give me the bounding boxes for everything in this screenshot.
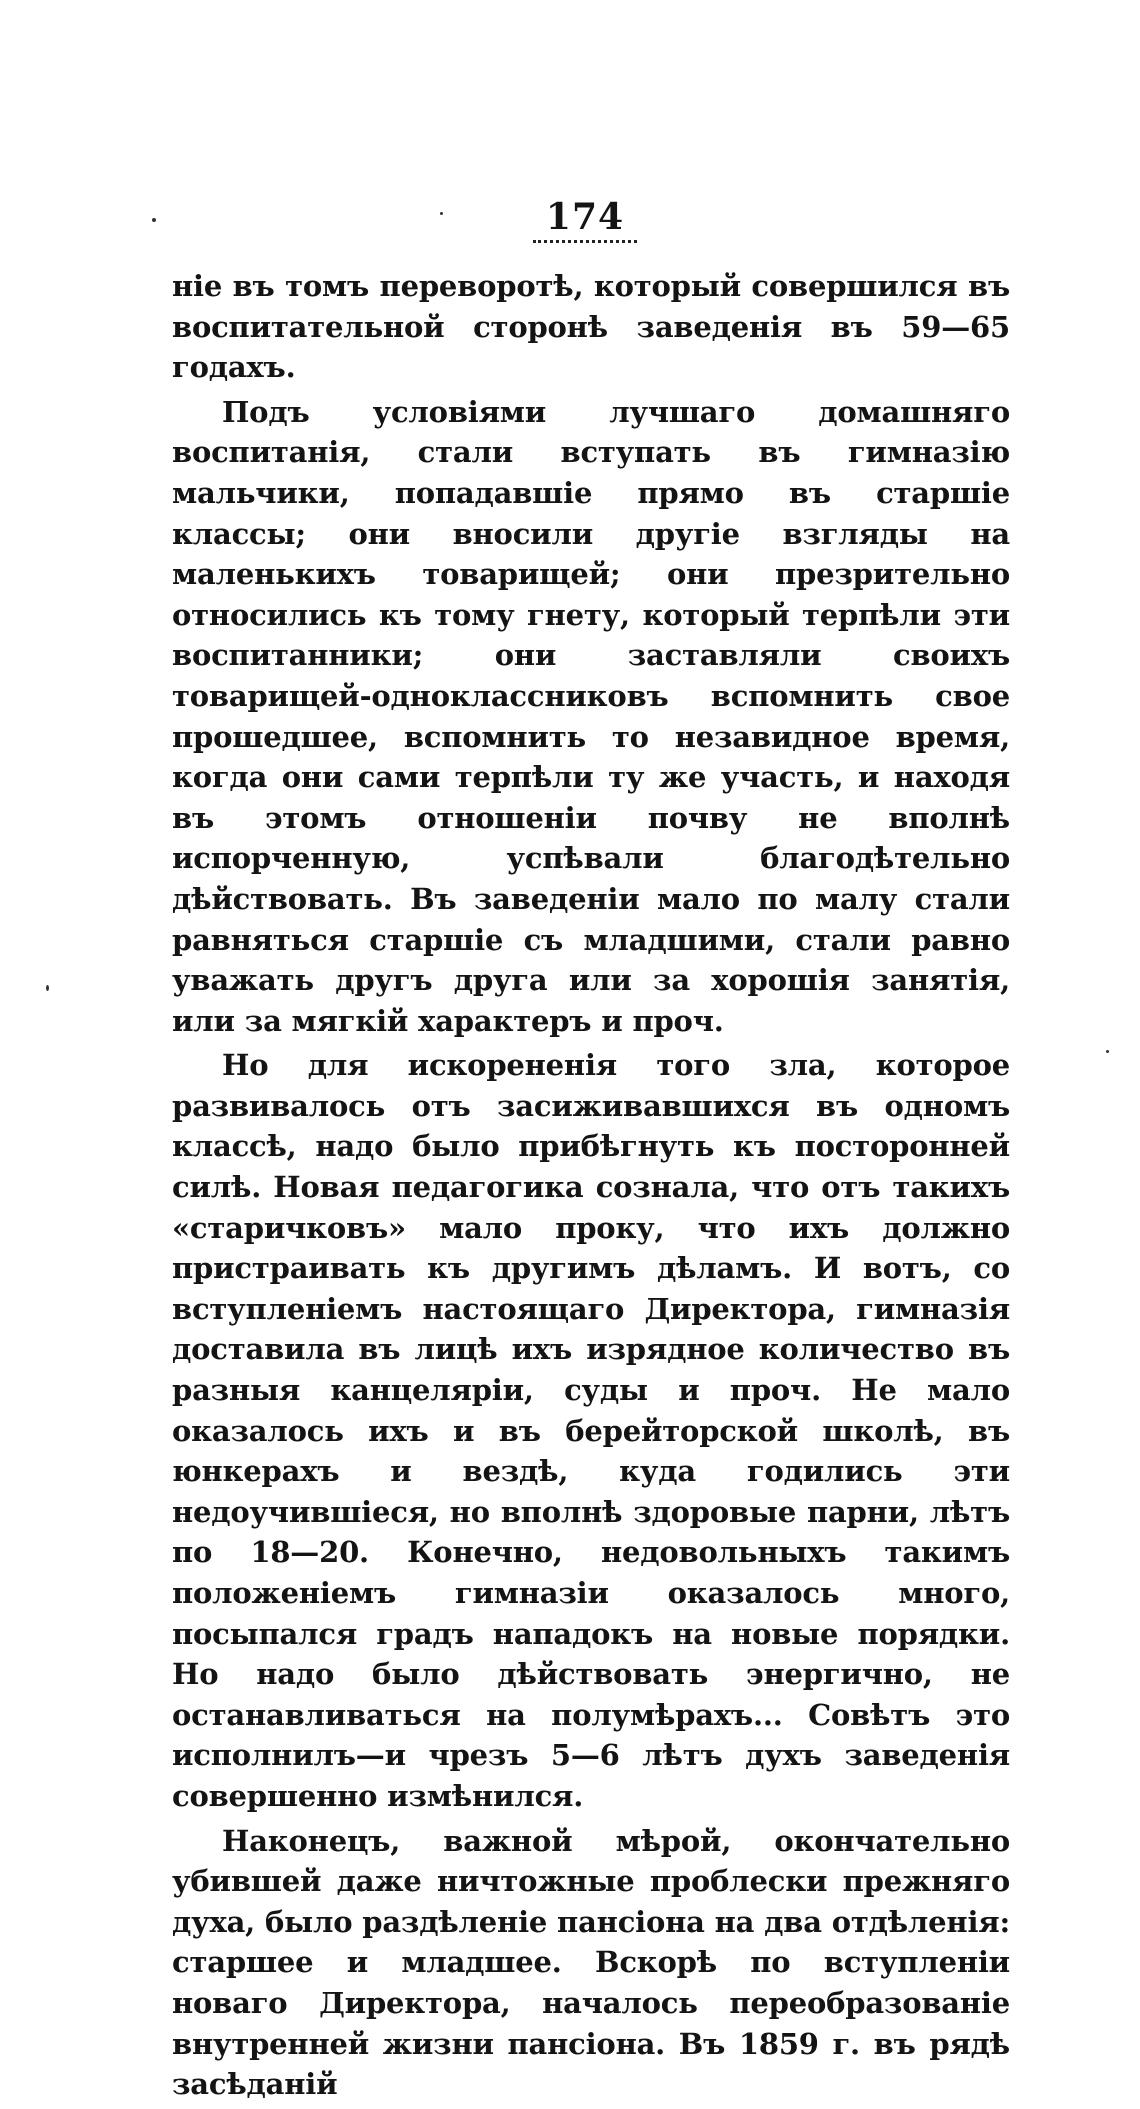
scan-speck bbox=[440, 212, 443, 215]
paragraph-continuation: ніе въ томъ переворотѣ, который совершился въ воспитательной сторонѣ заведенія въ 59—65 годахъ. bbox=[172, 269, 1010, 385]
page-number-rule bbox=[533, 240, 637, 243]
paragraph: Но для искорененія того зла, которое развивалось отъ засиживавшихся въ одномъ классѣ, надо было прибѣгнуть къ посторонней силѣ. Новая педагогика сознала, что отъ такихъ «старичковъ» мало проку, что ихъ должно пристраивать къ другимъ дѣламъ. И вотъ, со вступленіемъ настоящаго Директора, гимназія доставила въ лицѣ ихъ изрядное количество въ разныя канцеляріи, суды и проч. Не мало оказалось ихъ и въ берейторской школѣ, въ юнкерахъ и вездѣ, куда годились эти недоучившіеся, но вполнѣ здоровые парни, лѣтъ по 18—20. Конечно, недовольныхъ такимъ положеніемъ гимназіи оказалось много, посыпался градъ нападокъ на новые порядки. Но надо было дѣйствовать энергично, не останавливаться на полумѣрахъ... Совѣтъ это исполнилъ—и чрезъ 5—6 лѣтъ духъ заведенія совершенно измѣнился. bbox=[172, 1048, 1010, 1813]
paragraph: Подъ условіями лучшаго домашняго воспитанія, стали вступать въ гимназію мальчики, попадавшіе прямо въ старшіе классы; они вносили другіе взгляды на маленькихъ товарищей; они презрительно относились къ тому гнету, который терпѣли эти воспитанники; они заставляли своихъ товарищей-одноклассниковъ вспомнить свое прошедшее, вспомнить то незавидное время, когда они сами терпѣли ту же участь, и находя въ этомъ отношеніи почву не вполнѣ испорченную, успѣвали благодѣтельно дѣйствовать. Въ заведеніи мало по малу стали равняться старшіе съ младшими, стали равно уважать другъ друга или за хорошія занятія, или за мягкій характеръ и проч. bbox=[172, 394, 1010, 1038]
paragraph: Наконецъ, важной мѣрой, окончательно убившей даже ничтожные проблески прежняго духа, было раздѣленіе пансіона на два отдѣленія: старшее и младшее. Вскорѣ по вступленіи новаго Директора, началось переобразованіе внутренней жизни пансіона. Въ 1859 г. въ рядѣ засѣданій bbox=[172, 1823, 1010, 2102]
body-text bbox=[172, 266, 1010, 2109]
page-number: 174 bbox=[545, 196, 625, 238]
scan-speck bbox=[46, 985, 49, 991]
scan-speck bbox=[1106, 1050, 1109, 1053]
scan-speck bbox=[152, 218, 156, 222]
